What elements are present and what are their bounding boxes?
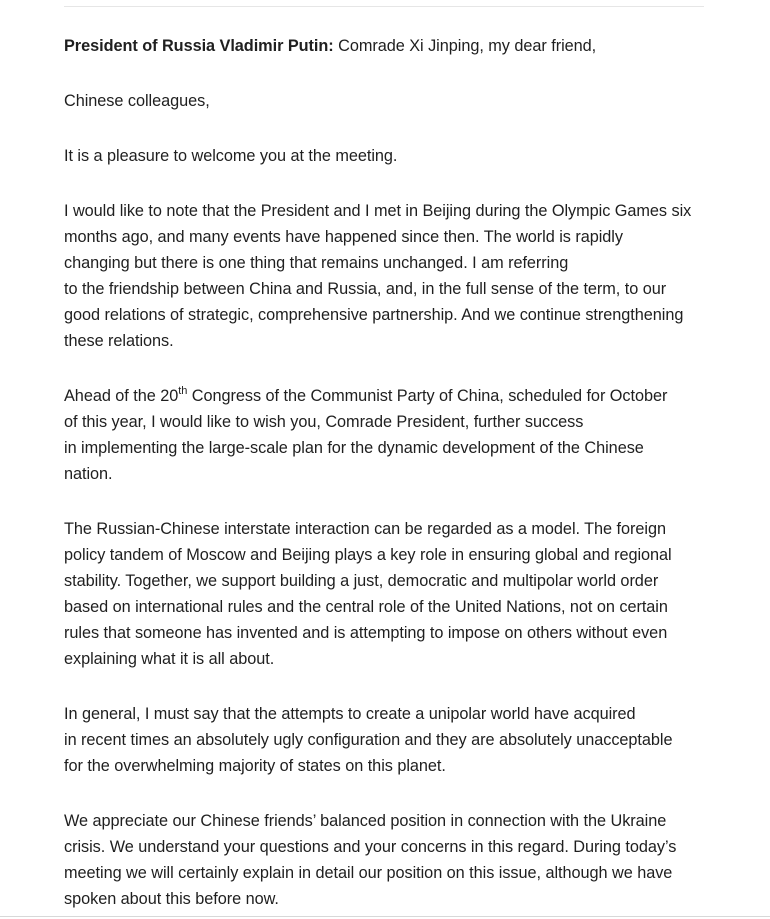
paragraph-opening (64, 33, 708, 59)
text-line: Chinese colleagues, (64, 92, 210, 110)
paragraph-3 (64, 143, 708, 169)
text-line: spoken about this before now. (64, 890, 279, 908)
text-line: crisis. We understand your questions and your concerns in this regard. During today’s (64, 838, 677, 856)
text-line: stability. Together, we support building a just, democratic and multipolar world order (64, 572, 659, 590)
transcript-body (64, 33, 708, 919)
text-line: meeting we will certainly explain in detail our position on this issue, although we have (64, 864, 673, 882)
opening-text: Comrade Xi Jinping, my dear friend, (338, 37, 597, 55)
text-line: explaining what it is all about. (64, 650, 275, 668)
text-line: months ago, and many events have happened since then. The world is rapidly (64, 228, 623, 246)
text-line: in recent times an absolutely ugly configuration and they are absolutely unacceptable (64, 731, 673, 749)
text-line: to the friendship between China and Russia, and, in the full sense of the term, to our (64, 280, 667, 298)
text-line: of this year, I would like to wish you, Comrade President, further success (64, 413, 584, 431)
text-line: changing but there is one thing that remains unchanged. I am referring (64, 254, 569, 272)
ordinal-superscript: th (178, 384, 188, 397)
paragraph-8 (64, 808, 708, 912)
paragraph-2 (64, 88, 708, 114)
bottom-divider (0, 916, 770, 917)
paragraph-7 (64, 701, 708, 779)
text-line: I would like to note that the President and I met in Beijing during the Olympic Games six (64, 202, 692, 220)
text-line: In general, I must say that the attempts to create a unipolar world have acquired (64, 705, 636, 723)
text-line: for the overwhelming majority of states on this planet. (64, 757, 446, 775)
text-line: good relations of strategic, comprehensive partnership. And we continue strengthening (64, 306, 684, 324)
text-line: based on international rules and the central role of the United Nations, not on certain (64, 598, 668, 616)
text-line: policy tandem of Moscow and Beijing plays a key role in ensuring global and regional (64, 546, 672, 564)
text-line: rules that someone has invented and is attempting to impose on others without even (64, 624, 668, 642)
text-line: nation. (64, 465, 113, 483)
top-divider (64, 6, 704, 7)
text-line: Ahead of the 20 (64, 387, 179, 405)
paragraph-5 (64, 383, 708, 487)
paragraph-6 (64, 516, 708, 672)
paragraph-4 (64, 198, 708, 354)
text-line: The Russian-Chinese interstate interaction can be regarded as a model. The foreign (64, 520, 666, 538)
text-line: in implementing the large-scale plan for the dynamic development of the Chinese (64, 439, 644, 457)
speaker-name: President of Russia Vladimir Putin: (64, 37, 334, 55)
text-line: We appreciate our Chinese friends’ balanced position in connection with the Ukraine (64, 812, 667, 830)
text-line: It is a pleasure to welcome you at the meeting. (64, 147, 398, 165)
text-line: these relations. (64, 332, 174, 350)
text-line: Congress of the Communist Party of China, scheduled for October (187, 387, 668, 405)
